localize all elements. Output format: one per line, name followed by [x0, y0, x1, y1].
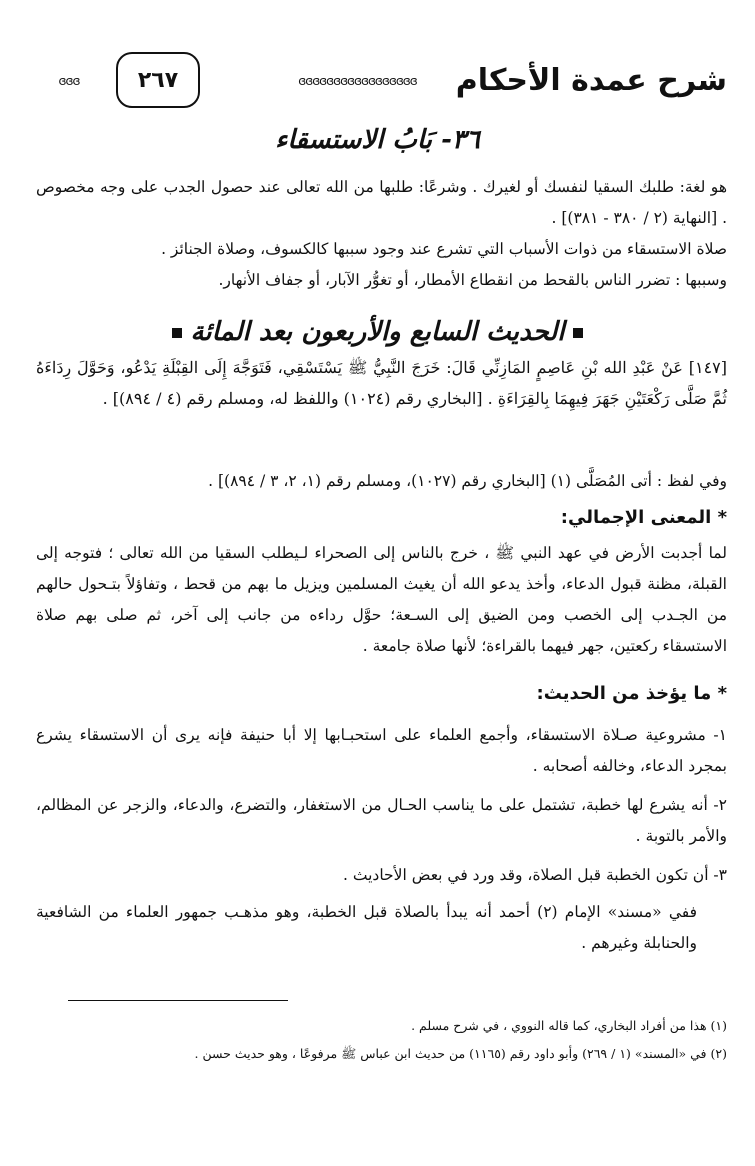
page-header [34, 52, 727, 112]
meaning-heading: * المعنى الإجمالي: [560, 507, 727, 528]
definition-block [36, 172, 727, 296]
lesson-item: ١- مشروعية صـلاة الاستسقاء، وأجمع العلماء على استحبـابها إلا أبا حنيفة فإنه يرى أن الاستسقاء يشرع بمجرد الدعاء، وخالفه أصحابه . [36, 726, 727, 775]
hadith-title [0, 315, 755, 349]
meaning-text: لما أجدبت الأرض في عهد النبي ﷺ ، خرج بالناس إلى الصحراء لـيطلب السقيا من الله تعالى ؛ فتوجه إلى القبلة، مظنة قبول الدعاء، وأخذ يدعو الله أن يغيث المسلمين ويزيل ما بهم من قحط ، وتفاؤلاً بتـحول حالهم من الجـدب إلى الخصب ومن الضيق إلى السـعة؛ حوَّل رداءه من جانب إلى آخر، ثم صلى بهم صلاة الاستسقاء ركعتين، جهر فيهما بالقراءة؛ لأنها صلاة جامعة . [36, 544, 727, 655]
page-number: ٢٦٧ [116, 52, 200, 108]
hadith-variant-block [36, 466, 727, 497]
lessons-heading: * ما يؤخذ من الحديث: [536, 683, 727, 704]
hadith-variant: وفي لفظ : أتى المُصَلَّى (١) [البخاري رقم (١٠٢٧)، ومسلم رقم (١، ٢، ٣ / ٨٩٤)] . [208, 472, 727, 490]
footnote: (١) هذا من أفراد البخاري، كما قاله النووي ، في شرح مسلم . [411, 1018, 727, 1033]
ornament-border-left: ɞɞɞ [58, 74, 80, 88]
definition-paragraph: صلاة الاستسقاء من ذوات الأسباب التي تشرع عند وجود سببها كالكسوف، وصلاة الجنائز . [161, 240, 727, 258]
definition-paragraph: وسببها : تضرر الناس بالقحط من انقطاع الأمطار، أو تغوُّر الآبار، أو جفاف الأنهار. [218, 271, 727, 289]
lesson-item: ٢- أنه يشرع لها خطبة، تشتمل على ما يناسب الحـال من الاستغفار، والتضرع، والدعاء، والزجر عن المظالم، والأمر بالتوبة . [36, 796, 727, 845]
ornament-border: ɞɞɞɞɞɞɞɞɞɞɞɞɞɞɞɞɞ [298, 74, 417, 88]
square-bullet-icon [573, 328, 583, 338]
lessons-list [36, 720, 727, 959]
hadith-title-text: الحديث السابع والأربعون بعد المائة [190, 317, 565, 347]
hadith-block [36, 352, 727, 414]
chapter-title: ٣٦- بَابُ الاستسقاء [275, 125, 480, 155]
footnotes [30, 1012, 727, 1068]
hadith-text: [١٤٧] عَنْ عَبْدِ الله بْنِ عَاصِمٍ المَازِنِّي قَالَ: خَرَجَ النَّبِيُّ ﷺ يَسْتَسْقِي، فَتَوَجَّهَ إِلَى القِبْلَةِ يَدْعُو، وَحَوَّلَ رِدَاءَهُ ثُمَّ صَلَّى رَكْعَتَيْنِ جَهَرَ فِيهِمَا بِالقِرَاءَةِ . [البخاري رقم (١٠٢٤) واللفظ له، ومسلم رقم (٤ / ٨٩٤)] . [36, 358, 727, 408]
lesson-tail: ففي «مسند» الإمام (٢) أحمد أنه يبدأ بالصلاة قبل الخطبة، وهو مذهـب جمهور العلماء من الشافعية والحنابلة وغيرهم . [36, 903, 697, 952]
footnote-divider [68, 1000, 288, 1001]
lesson-item: ٣- أن تكون الخطبة قبل الصلاة، وقد ورد في بعض الأحاديث . [343, 866, 727, 884]
running-book-title: شرح عمدة الأحكام [455, 63, 727, 98]
square-bullet-icon [172, 328, 182, 338]
definition-paragraph: هو لغة: طلبك السقيا لنفسك أو لغيرك . وشرعًا: طلبها من الله تعالى عند حصول الجدب على وجه مخصوص . [النهاية (٢ / ٣٨٠ - ٣٨١)] . [36, 178, 727, 227]
footnote: (٢) في «المسند» (١ / ٢٦٩) وأبو داود رقم (١١٦٥) من حديث ابن عباس ﷺ مرفوعًا ، وهو حديث حسن . [194, 1046, 727, 1061]
meaning-block [36, 538, 727, 662]
